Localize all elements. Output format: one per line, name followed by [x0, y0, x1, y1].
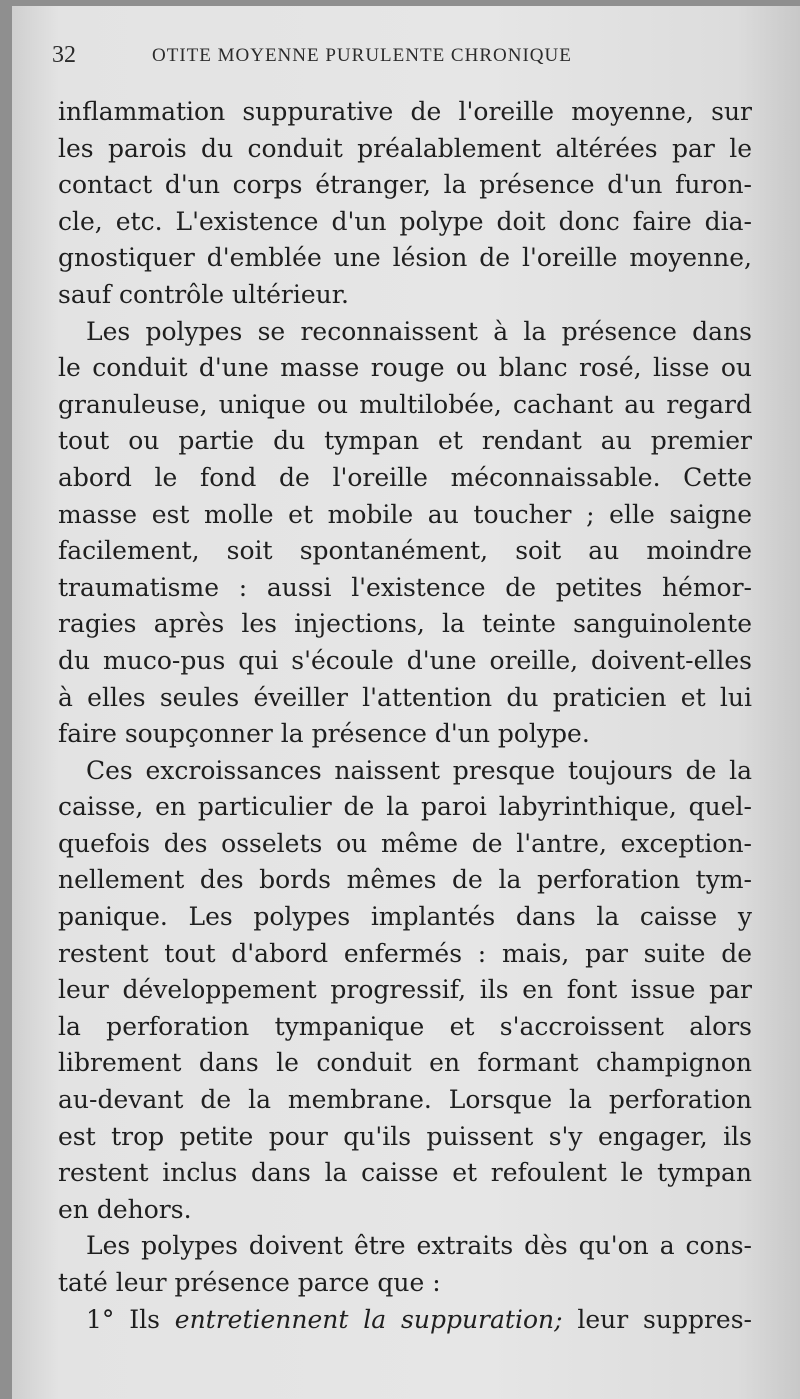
text-line: Les polypes se reconnaissent à la présence dans	[86, 316, 752, 346]
text-line: la perforation tympanique et s'accroissent alors	[58, 1011, 752, 1041]
text-line: facilement, soit spontanément, soit au moindre	[58, 536, 752, 566]
text-line: granuleuse, unique ou multilobée, cachant au regard	[58, 389, 752, 419]
text-line: ragies après les injections, la teinte sanguinolente	[58, 609, 752, 639]
text-line: masse est molle et mobile au toucher ; elle saigne	[58, 499, 752, 529]
page-header	[52, 42, 752, 82]
running-head: OTITE MOYENNE PURULENTE CHRONIQUE	[152, 45, 572, 66]
list-item-suffix: leur suppres-	[562, 1304, 752, 1334]
text-line: panique. Les polypes implantés dans la caisse y	[58, 902, 752, 932]
text-line: Les polypes doivent être extraits dès qu'on a cons-	[86, 1231, 752, 1261]
text-line: librement dans le conduit en formant champignon	[58, 1048, 752, 1078]
text-line: en dehors.	[58, 1194, 192, 1224]
text-line: abord le fond de l'oreille méconnaissable. Cette	[58, 462, 752, 492]
text-line: sauf contrôle ultérieur.	[58, 279, 349, 309]
text-line: le conduit d'une masse rouge ou blanc rosé, lisse ou	[58, 353, 752, 383]
text-line: contact d'un corps étranger, la présence d'un furon-	[58, 170, 752, 200]
text-line: nellement des bords mêmes de la perforation tym-	[58, 865, 752, 895]
text-line: est trop petite pour qu'ils puissent s'y engager, ils	[58, 1121, 752, 1151]
text-line-last	[58, 1302, 752, 1339]
text-line: leur développement progressif, ils en font issue par	[58, 975, 752, 1005]
text-line: inflammation suppurative de l'oreille moyenne, sur	[58, 97, 752, 126]
text-line: tout ou partie du tympan et rendant au premier	[58, 426, 752, 456]
text-line: restent tout d'abord enfermés : mais, par suite de	[58, 938, 752, 968]
text-line: à elles seules éveiller l'attention du praticien et lui	[58, 682, 752, 712]
text-line: du muco-pus qui s'écoule d'une oreille, doivent-elles	[58, 645, 752, 675]
text-line: gnostiquer d'emblée une lésion de l'oreille moyenne,	[58, 243, 752, 273]
text-line: restent inclus dans la caisse et refoulent le tympan	[58, 1158, 752, 1188]
text-line: les parois du conduit préalablement altérées par le	[58, 133, 752, 163]
list-item-prefix: 1° Ils	[86, 1304, 175, 1334]
book-page	[12, 6, 800, 1399]
italic-phrase: entretiennent la suppuration;	[174, 1304, 563, 1334]
text-line: taté leur présence parce que :	[58, 1268, 441, 1297]
body-text	[58, 94, 752, 1338]
text-line: traumatisme : aussi l'existence de petites hémor-	[58, 572, 752, 602]
text-line: quefois des osselets ou même de l'antre, exception-	[58, 828, 752, 858]
text-line: faire soupçonner la présence d'un polype.	[58, 719, 590, 749]
text-line: au-devant de la membrane. Lorsque la perforation	[58, 1085, 752, 1115]
page-number: 32	[52, 42, 76, 68]
text-line: Ces excroissances naissent presque toujours de la	[86, 755, 752, 785]
text-line: cle, etc. L'existence d'un polype doit donc faire dia-	[58, 206, 752, 236]
text-line: caisse, en particulier de la paroi labyrinthique, quel-	[58, 792, 752, 822]
